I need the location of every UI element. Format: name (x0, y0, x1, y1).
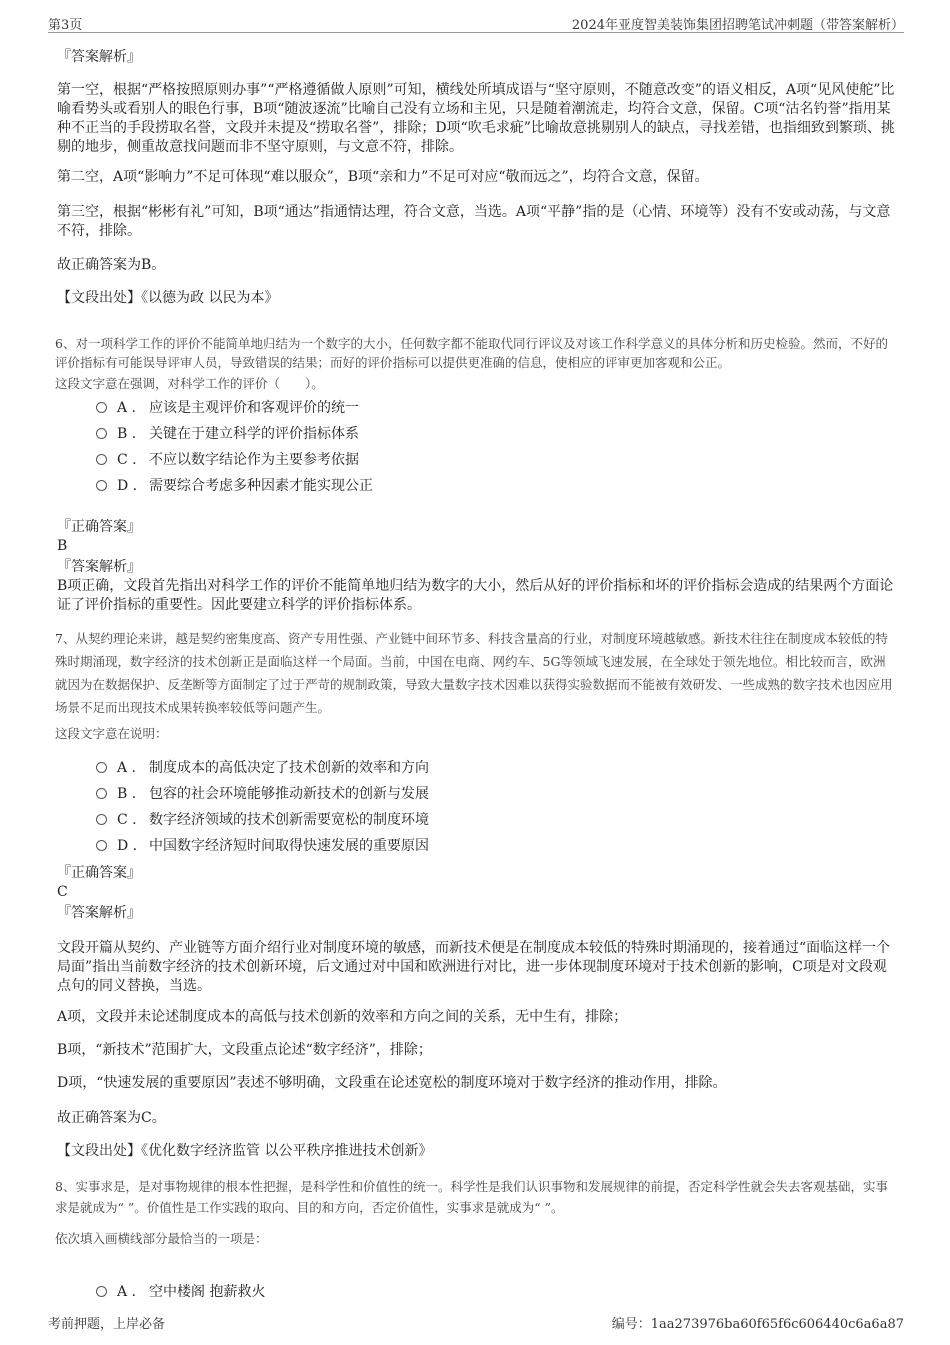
option-letter: D . (117, 838, 138, 854)
document-title: 2024年亚度智美装饰集团招聘笔试冲刺题（带答案解析） (571, 18, 904, 33)
q8-prompt: 依次填入画横线部分最恰当的一项是： (55, 1231, 268, 1246)
option-text: 制度成本的高低决定了技术创新的效率和方向 (149, 760, 429, 776)
option-letter: D . (117, 478, 138, 494)
radio-icon[interactable] (96, 480, 107, 491)
q7-analysis-para-4: D项，“快速发展的重要原因”表述不够明确，文段重在论述宽松的制度环境对于数字经济的推动作用，排除。 (57, 1075, 727, 1091)
option-letter: A . (117, 760, 137, 776)
q7-analysis-para-1: 文段开篇从契约、产业链等方面介绍行业对制度环境的敏感，而新技术便是在制度成本较低的特殊时期涌现的，接着通过“面临这样一个局面”指出当前数字经济的技术创新环境，后文通过对中国和欧洲进行对比，进一步体现制度环境对于技术创新的影响，C项是对文段观点句的同义替换，当选。 (57, 940, 891, 994)
q7-analysis-label: 『答案解析』 (57, 905, 141, 921)
q7-analysis-para-2: A项，文段并未论述制度成本的高低与技术创新的效率和方向之间的关系，无中生有，排除； (57, 1009, 628, 1025)
q5-analysis-label: 『答案解析』 (57, 49, 141, 65)
option-text: 不应以数字结论作为主要参考依据 (149, 452, 359, 468)
q6-option-c[interactable] (96, 450, 359, 470)
option-text: 需要综合考虑多种因素才能实现公正 (149, 478, 373, 494)
q6-option-b[interactable] (96, 424, 359, 444)
option-letter: C . (117, 812, 137, 828)
option-text: 空中楼阁 抱薪救火 (149, 1284, 266, 1300)
q5-conclusion: 故正确答案为B。 (57, 257, 166, 273)
q7-prompt: 这段文字意在说明： (55, 726, 168, 741)
q7-conclusion: 故正确答案为C。 (57, 1110, 166, 1126)
page-number: 第3页 (48, 18, 83, 33)
q7-analysis-para-3: B项，“新技术”范围扩大，文段重点论述“数字经济”，排除； (57, 1042, 432, 1058)
q5-source: 【文段出处】《以德为政 以民为本》 (57, 290, 279, 306)
option-text: 中国数字经济短时间取得快速发展的重要原因 (149, 838, 429, 854)
option-letter: B . (117, 786, 137, 802)
footer-motto: 考前押题，上岸必备 (48, 1317, 166, 1332)
q6-option-a[interactable] (96, 398, 359, 418)
option-letter: B . (117, 426, 137, 442)
option-letter: A . (117, 1284, 137, 1300)
footer-serial: 编号：1aa273976ba60f65f6c606440c6a6a87 (611, 1317, 904, 1332)
option-text: 关键在于建立科学的评价指标体系 (149, 426, 359, 442)
q5-analysis-para-1: 第一空，根据“严格按照原则办事”“严格遵循做人原则”可知，横线处所填成语与“坚守原则，不随意改变”的语义相反，A项“见风使舵”比喻看势头或看别人的眼色行事，B项“随波逐流”比喻自己没有立场和主见，只是随着潮流走，均符合文意，保留。C项“沽名钓誉”指用某种不正当的手段捞取名誉，文段并未提及“捞取名誉”，排除；D项“吹毛求疵”比喻故意挑剔别人的缺点，寻找差错，也指细致到繁琐、挑剔的地步，侧重故意找问题而非不坚守原则，与文意不符，排除。 (57, 82, 895, 155)
q7-source: 【文段出处】《优化数字经济监管 以公平秩序推进技术创新》 (57, 1143, 433, 1159)
q6-prompt: 这段文字意在强调，对科学工作的评价（ ）。 (55, 376, 324, 391)
q6-answer-label: 『正确答案』 (57, 519, 141, 535)
radio-icon[interactable] (96, 454, 107, 465)
q7-option-d[interactable] (96, 836, 429, 856)
option-text: 应该是主观评价和客观评价的统一 (149, 400, 359, 416)
q6-analysis-label: 『答案解析』 (57, 559, 141, 575)
q8-stem: 8、实事求是，是对事物规律的根本性把握，是科学性和价值性的统一。科学性是我们认识事物和发展规律的前提，否定科学性就会失去客观基础，实事求是就成为“ ”。价值性是工作实践的取向、目的和方向，否定价值性，实事求是就成为“ ”。 (55, 1179, 888, 1215)
q6-stem: 6、对一项科学工作的评价不能简单地归结为一个数字的大小，任何数字都不能取代同行评议及对该工作科学意义的具体分析和历史检验。然而，不好的评价指标有可能误导评审人员，导致错误的结果；而好的评价指标可以提供更准确的信息，使相应的评审更加客观和公正。 (55, 336, 888, 370)
radio-icon[interactable] (96, 814, 107, 825)
q7-option-b[interactable] (96, 784, 429, 804)
radio-icon[interactable] (96, 1286, 107, 1297)
q5-analysis-para-3: 第三空，根据“彬彬有礼”可知，B项“通达”指通情达理，符合文意，当选。A项“平静”指的是（心情、环境等）没有不安或动荡，与文意不符，排除。 (57, 204, 891, 239)
q5-analysis-para-2: 第二空，A项“影响力”不足可体现“难以服众”，B项“亲和力”不足可对应“敬而远之”，均符合文意，保留。 (57, 169, 709, 185)
q7-stem: 7、从契约理论来讲，越是契约密集度高、资产专用性强、产业链中间环节多、科技含量高的行业，对制度环境越敏感。新技术往往在制度成本较低的特殊时期涌现，数字经济的技术创新正是面临这样一个局面。当前，中国在电商、网约车、5G等领域飞速发展，在全球处于领先地位。相比较而言，欧洲就因为在数据保护、反垄断等方面制定了过于严苛的规制政策，导致大量数字技术因难以获得实验数据而不能被有效研发、一些成熟的数字技术也因应用场景不足而出现技术成果转换率较低等问题产生。 (55, 631, 893, 715)
radio-icon[interactable] (96, 762, 107, 773)
radio-icon[interactable] (96, 788, 107, 799)
q7-option-c[interactable] (96, 810, 429, 830)
q7-option-a[interactable] (96, 758, 429, 778)
option-letter: C . (117, 452, 137, 468)
radio-icon[interactable] (96, 402, 107, 413)
q8-option-a[interactable] (96, 1282, 265, 1302)
radio-icon[interactable] (96, 428, 107, 439)
q7-answer-label: 『正确答案』 (57, 865, 141, 881)
q7-answer: C (57, 884, 68, 900)
q6-answer: B (57, 538, 68, 554)
page-header (48, 14, 904, 33)
option-letter: A . (117, 400, 137, 416)
option-text: 数字经济领域的技术创新需要宽松的制度环境 (149, 812, 429, 828)
radio-icon[interactable] (96, 840, 107, 851)
q6-option-d[interactable] (96, 476, 373, 496)
q6-analysis: B项正确，文段首先指出对科学工作的评价不能简单地归结为数字的大小，然后从好的评价指标和坏的评价指标会造成的结果两个方面论证了评价指标的重要性。因此要建立科学的评价指标体系。 (57, 578, 894, 613)
option-text: 包容的社会环境能够推动新技术的创新与发展 (149, 786, 429, 802)
